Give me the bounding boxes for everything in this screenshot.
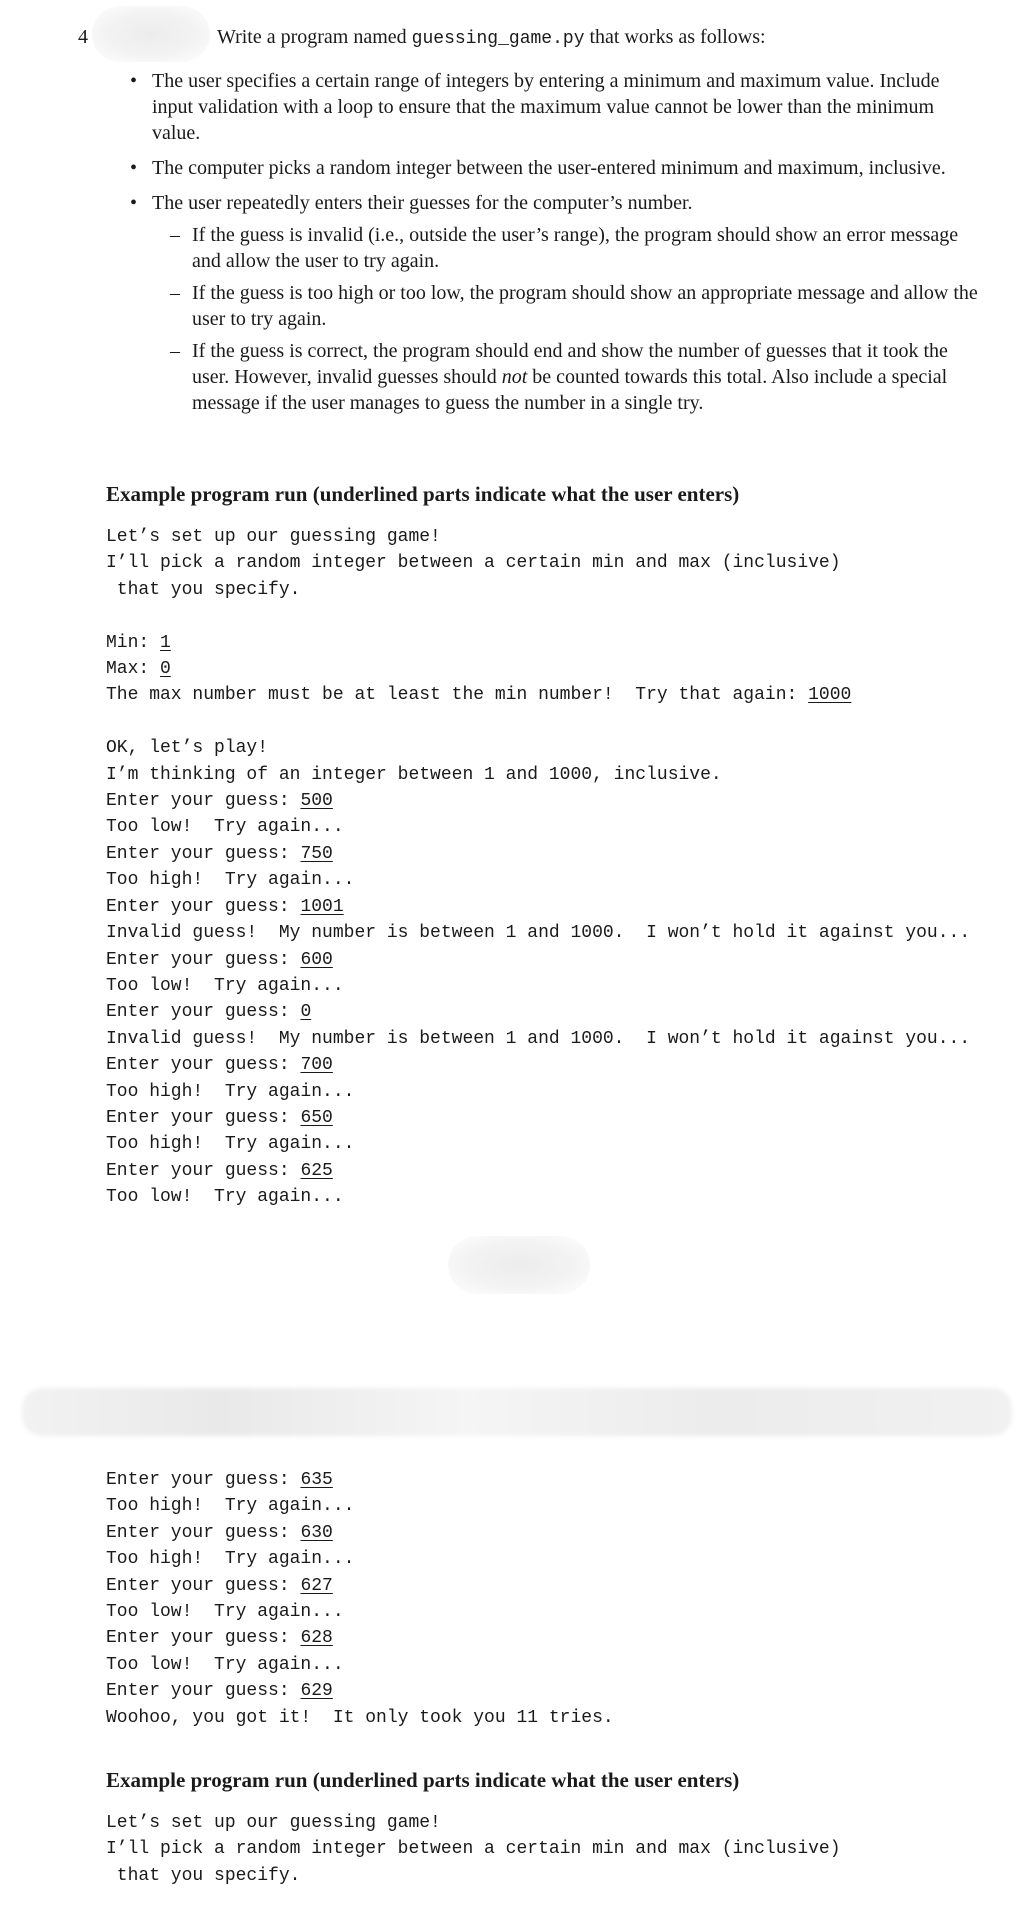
console-line bbox=[106, 1599, 614, 1625]
user-input: 628 bbox=[300, 1628, 333, 1649]
console-line bbox=[106, 1052, 970, 1078]
user-input: 629 bbox=[300, 1681, 333, 1702]
user-input: 625 bbox=[300, 1160, 333, 1181]
console-line bbox=[106, 1105, 970, 1131]
question-number: 4 bbox=[78, 26, 88, 48]
console-line bbox=[106, 1467, 614, 1493]
console-text: OK, let’s play! bbox=[106, 738, 269, 759]
console-text: The max number must be at least the min number! Try that again: bbox=[106, 685, 809, 706]
sub-item-text: If the guess is correct, the program should end and show the number of guesses that it took the user. However, invalid guesses should bbox=[192, 340, 948, 388]
console-text: Enter your guess: bbox=[106, 1628, 301, 1649]
console-text: Too high! Try again... bbox=[106, 1496, 355, 1517]
console-text: Enter your guess: bbox=[106, 791, 301, 812]
intro-suffix: that works as follows: bbox=[584, 26, 766, 48]
console-output bbox=[106, 524, 970, 1211]
user-input: 650 bbox=[300, 1107, 333, 1128]
console-line bbox=[106, 1810, 841, 1836]
console-line bbox=[106, 1546, 614, 1572]
console-line bbox=[106, 577, 970, 603]
console-output bbox=[106, 1810, 841, 1889]
console-line bbox=[106, 1836, 841, 1862]
console-text: Enter your guess: bbox=[106, 1681, 301, 1702]
console-line bbox=[106, 1079, 970, 1105]
user-input: 630 bbox=[300, 1522, 333, 1543]
console-line bbox=[106, 656, 970, 682]
user-input: 700 bbox=[300, 1055, 333, 1076]
console-line bbox=[106, 814, 970, 840]
console-line bbox=[106, 603, 970, 629]
console-text: that you specify. bbox=[106, 579, 301, 600]
console-text: Woohoo, you got it! It only took you 11 tries. bbox=[106, 1707, 614, 1728]
requirements-list bbox=[130, 68, 982, 425]
console-text bbox=[106, 712, 117, 732]
console-line bbox=[106, 682, 970, 708]
console-line bbox=[106, 1493, 614, 1519]
console-line bbox=[106, 920, 970, 946]
console-output bbox=[106, 1467, 614, 1731]
user-input: 1001 bbox=[300, 896, 344, 917]
console-line bbox=[106, 841, 970, 867]
user-input: 0 bbox=[300, 1002, 312, 1023]
console-text: Too high! Try again... bbox=[106, 870, 355, 891]
console-text: Min: bbox=[106, 632, 161, 653]
console-text: Enter your guess: bbox=[106, 949, 301, 970]
section-title: Example program run (underlined parts indicate what the user enters) bbox=[106, 1768, 740, 1792]
console-text: Too high! Try again... bbox=[106, 1081, 355, 1102]
sub-list-item bbox=[170, 338, 982, 416]
user-input: 1 bbox=[160, 632, 171, 653]
console-text: Let’s set up our guessing game! bbox=[106, 527, 441, 547]
console-line bbox=[106, 1158, 970, 1184]
console-text: Invalid guess! My number is between 1 and 1000. I won’t hold it against you... bbox=[106, 1028, 971, 1049]
list-item: • The user specifies a certain range of integers by entering a minimum and maximum value. Include input validation with a loop to ensure that the maximum value cannot be lower than the minimum value. bbox=[130, 68, 982, 146]
console-text: Enter your guess: bbox=[106, 896, 301, 917]
console-line bbox=[106, 1652, 614, 1678]
console-text: Too low! Try again... bbox=[106, 1187, 344, 1208]
user-input: 500 bbox=[300, 791, 333, 812]
console-line bbox=[106, 788, 970, 814]
list-item bbox=[130, 190, 982, 416]
emphasis-text: not bbox=[501, 366, 528, 388]
console-line bbox=[106, 947, 970, 973]
console-line bbox=[106, 894, 970, 920]
console-text: Enter your guess: bbox=[106, 1160, 301, 1181]
console-line bbox=[106, 1863, 841, 1889]
sub-list-item: – If the guess is invalid (i.e., outside the user’s range), the program should show an error message and allow the user to try again. bbox=[170, 222, 982, 274]
console-line bbox=[106, 709, 970, 735]
console-text: Let’s set up our guessing game! bbox=[106, 1813, 441, 1833]
redaction-blur bbox=[92, 6, 210, 62]
program-filename: guessing_game.py bbox=[411, 29, 585, 49]
console-text: I’ll pick a random integer between a certain min and max (inclusive) bbox=[106, 1839, 841, 1860]
console-text: I’m thinking of an integer between 1 and 1000, inclusive. bbox=[106, 764, 722, 785]
console-line bbox=[106, 1184, 970, 1210]
list-item: • The computer picks a random integer between the user-entered minimum and maximum, inclusive. bbox=[130, 155, 982, 181]
user-input: 627 bbox=[300, 1575, 333, 1596]
console-text bbox=[106, 606, 117, 626]
intro-line bbox=[217, 26, 766, 49]
console-line bbox=[106, 973, 970, 999]
section-title: Example program run (underlined parts indicate what the user enters) bbox=[106, 482, 740, 506]
console-text: Enter your guess: bbox=[106, 843, 301, 864]
console-line bbox=[106, 524, 970, 550]
user-input: 750 bbox=[300, 843, 333, 864]
sub-item-text: be counted towards this total. Also include a special message if the user manages to guess the number in a single try. bbox=[192, 366, 948, 414]
console-line bbox=[106, 1520, 614, 1546]
console-text: that you specify. bbox=[106, 1865, 301, 1886]
console-line bbox=[106, 550, 970, 576]
console-line bbox=[106, 1625, 614, 1651]
user-input: 600 bbox=[300, 949, 333, 970]
console-line bbox=[106, 1573, 614, 1599]
intro-prefix: Write a program named bbox=[217, 26, 412, 48]
console-text: Too low! Try again... bbox=[106, 975, 344, 996]
sub-list bbox=[152, 222, 982, 416]
console-line bbox=[106, 999, 970, 1025]
console-text: Enter your guess: bbox=[106, 1002, 301, 1023]
console-text: I’ll pick a random integer between a certain min and max (inclusive) bbox=[106, 553, 841, 574]
console-line bbox=[106, 1678, 614, 1704]
user-input: 1000 bbox=[808, 685, 852, 706]
console-text: Enter your guess: bbox=[106, 1522, 301, 1543]
sub-list-item: – If the guess is too high or too low, the program should show an appropriate message and allow the user to try again. bbox=[170, 280, 982, 332]
console-line bbox=[106, 630, 970, 656]
console-line bbox=[106, 1026, 970, 1052]
console-line bbox=[106, 1131, 970, 1157]
console-text: Too low! Try again... bbox=[106, 817, 344, 838]
console-text: Max: bbox=[106, 659, 161, 680]
console-line bbox=[106, 1705, 614, 1731]
user-input: 0 bbox=[160, 659, 171, 680]
console-text: Too low! Try again... bbox=[106, 1654, 344, 1675]
console-line bbox=[106, 735, 970, 761]
list-item-text: The user repeatedly enters their guesses for the computer’s number. bbox=[152, 192, 693, 214]
user-input: 635 bbox=[300, 1470, 333, 1490]
console-line bbox=[106, 762, 970, 788]
console-text: Too high! Try again... bbox=[106, 1549, 355, 1570]
console-text: Invalid guess! My number is between 1 and 1000. I won’t hold it against you... bbox=[106, 923, 971, 944]
console-text: Enter your guess: bbox=[106, 1107, 301, 1128]
console-line bbox=[106, 867, 970, 893]
redaction-band bbox=[22, 1388, 1012, 1436]
console-text: Too high! Try again... bbox=[106, 1134, 355, 1155]
console-text: Enter your guess: bbox=[106, 1575, 301, 1596]
console-text: Enter your guess: bbox=[106, 1055, 301, 1076]
console-text: Too low! Try again... bbox=[106, 1602, 344, 1623]
console-text: Enter your guess: bbox=[106, 1470, 301, 1490]
redaction-blur bbox=[448, 1236, 590, 1294]
